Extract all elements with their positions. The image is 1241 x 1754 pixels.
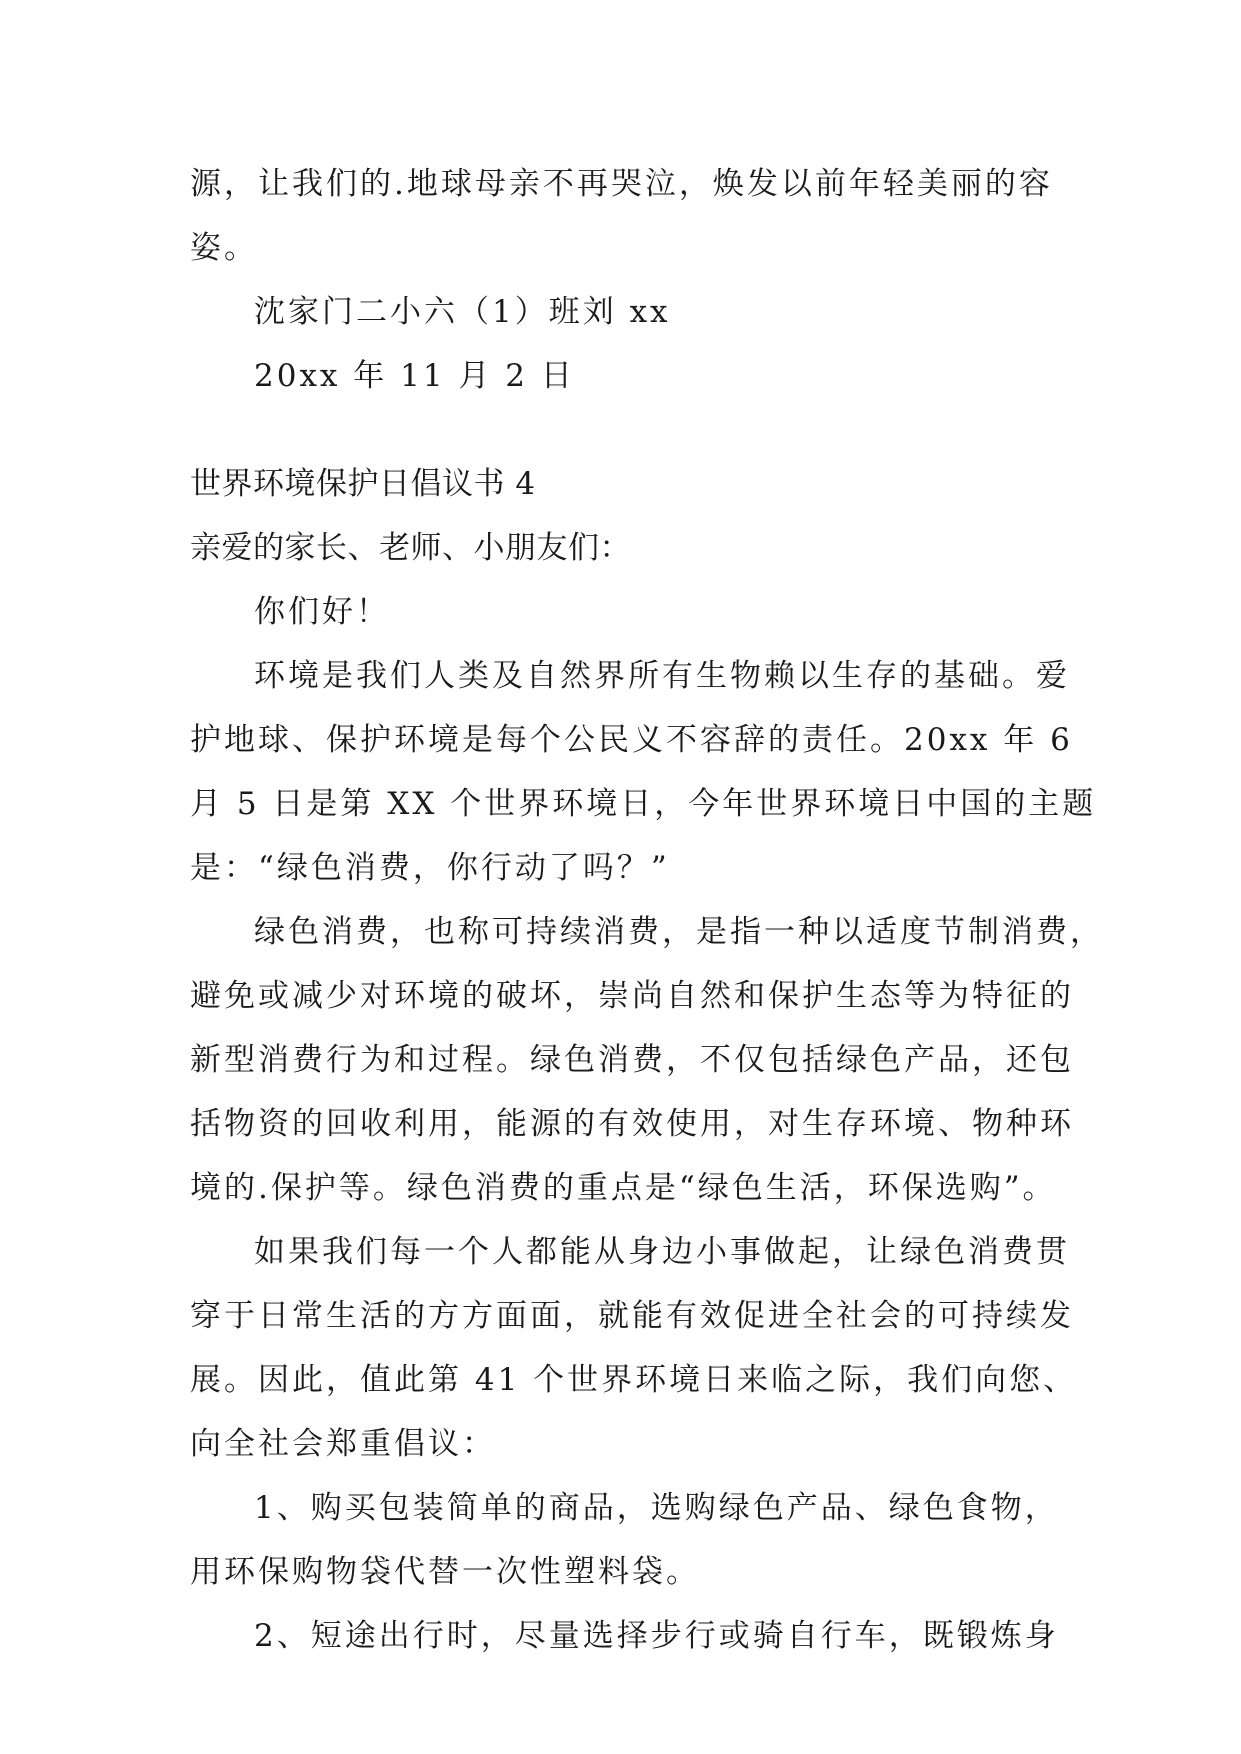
paragraph-line: 境的.保护等。绿色消费的重点是“绿色生活，环保选购”。	[190, 1170, 1057, 1206]
paragraph-line: 如果我们每一个人都能从身边小事做起，让绿色消费贯	[254, 1234, 1070, 1270]
document-body	[190, 152, 1104, 1668]
paragraph-line: 护地球、保护环境是每个公民义不容辞的责任。20xx 年 6	[190, 722, 1073, 758]
salutation: 亲爱的家长、老师、小朋友们：	[190, 530, 631, 566]
paragraph-line: 2、短途出行时，尽量选择步行或骑自行车，既锻炼身	[254, 1618, 1059, 1654]
paragraph	[190, 644, 1097, 900]
paragraph-line: 新型消费行为和过程。绿色消费，不仅包括绿色产品，还包	[190, 1042, 1074, 1078]
paragraph-line: 穿于日常生活的方方面面，就能有效促进全社会的可持续发	[190, 1298, 1074, 1334]
paragraph	[190, 900, 1104, 1220]
paragraph	[190, 1476, 1060, 1604]
paragraph-line: 月 5 日是第 XX 个世界环境日，今年世界环境日中国的主题	[190, 786, 1097, 822]
section-title: 世界环境保护日倡议书 4	[190, 466, 536, 502]
greeting: 你们好！	[254, 594, 390, 630]
body-line: 源，让我们的.地球母亲不再哭泣，焕发以前年轻美丽的容	[190, 166, 1053, 202]
paragraph	[190, 1604, 1060, 1668]
paragraph-line: 绿色消费，也称可持续消费，是指一种以适度节制消费，	[254, 914, 1104, 950]
signature: 沈家门二小六（1）班刘 xx	[254, 294, 671, 330]
paragraph	[190, 1220, 1078, 1476]
paragraph-line: 环境是我们人类及自然界所有生物赖以生存的基础。爱	[254, 658, 1070, 694]
paragraph-line: 括物资的回收利用，能源的有效使用，对生存环境、物种环	[190, 1106, 1074, 1142]
body-line: 姿。	[190, 230, 258, 266]
section-gap	[190, 408, 1060, 452]
paragraph-line: 避免或减少对环境的破坏，崇尚自然和保护生态等为特征的	[190, 978, 1074, 1014]
paragraph-line: 用环保购物袋代替一次性塑料袋。	[190, 1554, 700, 1590]
paragraph-line: 是：“绿色消费，你行动了吗？”	[190, 850, 670, 886]
paragraph-line: 1、购买包装简单的商品，选购绿色产品、绿色食物，	[254, 1490, 1059, 1526]
date: 20xx 年 11 月 2 日	[254, 358, 575, 394]
paragraph-line: 向全社会郑重倡议：	[190, 1426, 496, 1462]
paragraph-line: 展。因此，值此第 41 个世界环境日来临之际，我们向您、	[190, 1362, 1078, 1398]
